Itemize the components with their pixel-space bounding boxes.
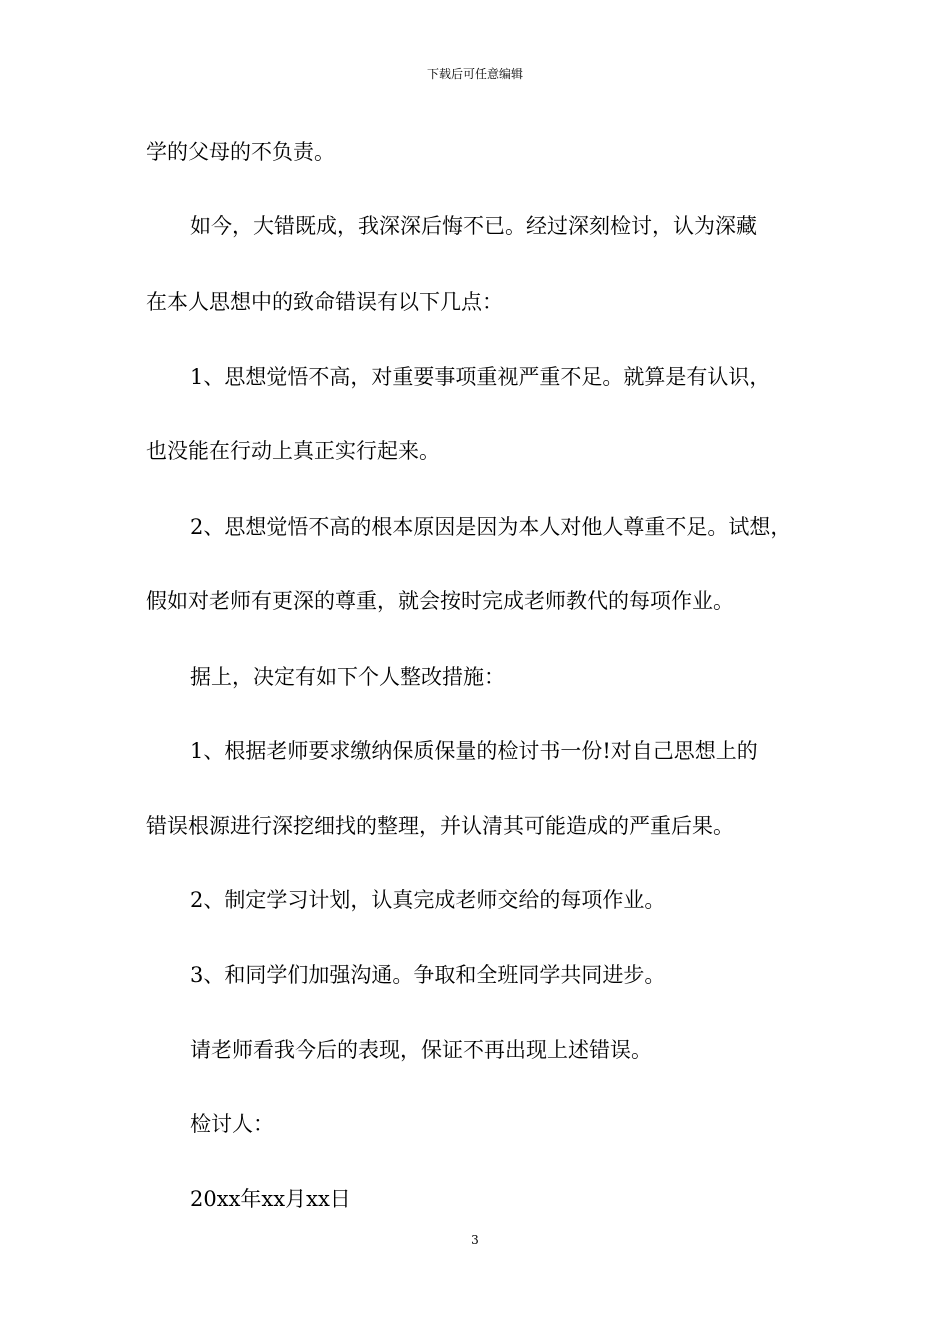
body-line: 错误根源进行深挖细找的整理，并认清其可能造成的严重后果。 (146, 814, 734, 838)
page-header: 下载后可任意编辑 (426, 67, 523, 81)
page-number: 3 (471, 1233, 479, 1247)
body-line: 2、思想觉悟不高的根本原因是因为本人对他人尊重不足。试想， (190, 515, 792, 539)
body-line: 3、和同学们加强沟通。争取和全班同学共同进步。 (190, 963, 666, 987)
body-line: 请老师看我今后的表现，保证不再出现上述错误。 (190, 1038, 652, 1062)
body-line: 2、制定学习计划，认真完成老师交给的每项作业。 (190, 888, 666, 912)
body-line: 1、思想觉悟不高，对重要事项重视严重不足。就算是有认识， (190, 365, 771, 389)
body-line: 也没能在行动上真正实行起来。 (146, 439, 440, 463)
body-line: 据上，决定有如下个人整改措施： (190, 665, 505, 689)
body-line: 如今，大错既成，我深深后悔不已。经过深刻检讨，认为深藏 (190, 214, 757, 238)
body-line: 在本人思想中的致命错误有以下几点： (146, 290, 503, 314)
date-line: 20xx年xx月xx日 (190, 1187, 351, 1211)
signature-label: 检讨人： (190, 1112, 274, 1136)
body-line: 学的父母的不负责。 (146, 140, 335, 164)
body-line: 假如对老师有更深的尊重，就会按时完成老师教代的每项作业。 (146, 589, 734, 613)
body-line: 1、根据老师要求缴纳保质保量的检讨书一份!对自己思想上的 (190, 739, 758, 763)
